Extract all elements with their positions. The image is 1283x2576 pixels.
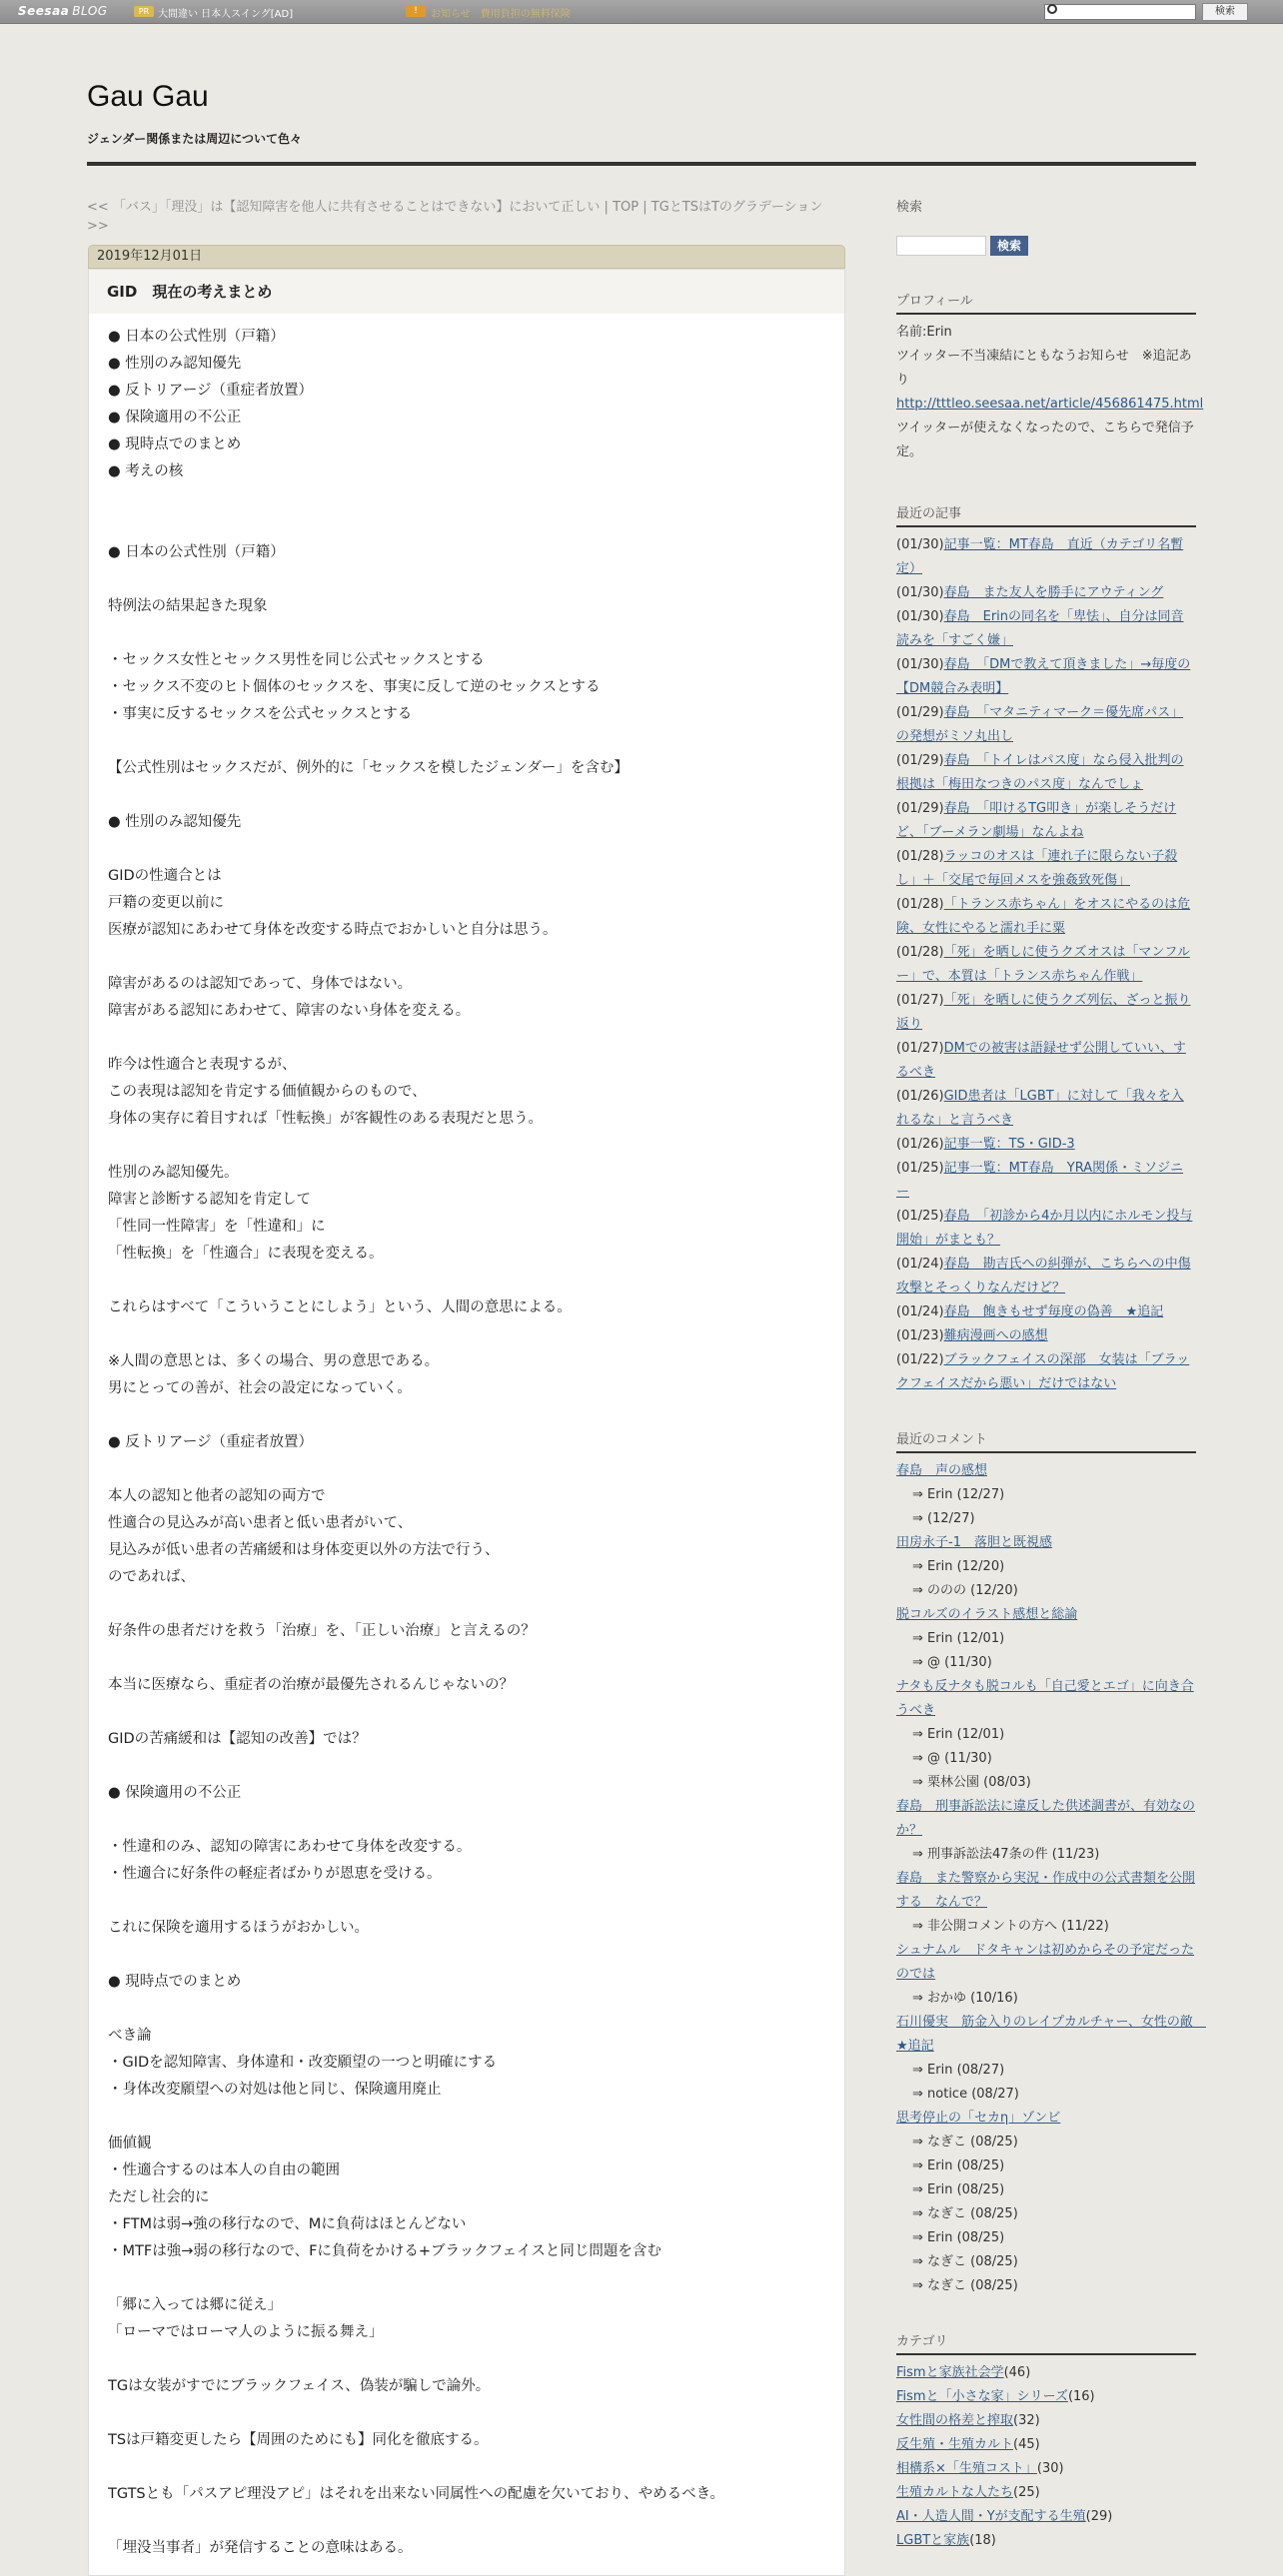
- post-line: 医療が認知にあわせて身体を改変する時点でおかしいと自分は思う。: [108, 922, 558, 938]
- post-line: 本当に医療なら、重症者の治療が最優先されるんじゃないの？: [108, 1677, 514, 1693]
- post-line: ● 保険適用の不公正: [108, 410, 242, 426]
- post-card: [88, 269, 845, 2576]
- recent-article-link[interactable]: 記事一覧：MT春島 直近（カテゴリ名暫定）: [896, 537, 1184, 576]
- recent-article-date: (01/30): [896, 609, 944, 624]
- post-line: [108, 782, 827, 809]
- post-line: [108, 485, 827, 512]
- recent-article-link[interactable]: 春島 「マタニティマーク＝優先席パス」の発想がミソ丸出し: [896, 705, 1184, 744]
- recent-article-item: [896, 1324, 1196, 1348]
- post-line: 好条件の患者だけを救う「治療」を、「正しい治療」と言えるの？: [108, 1623, 536, 1639]
- recent-article-item: [896, 1037, 1196, 1085]
- pr-badge: PR: [134, 6, 154, 17]
- comment-entry[interactable]: ⇒ @ (11/30): [912, 1655, 992, 1670]
- post-line: 「ローマではローマ人のように振る舞え」: [108, 2324, 384, 2340]
- post-line: べき論: [108, 2028, 152, 2044]
- header-divider: [87, 162, 1196, 166]
- category-item: [896, 2457, 1196, 2481]
- recent-articles-section: [896, 502, 1196, 1396]
- post-line: これらはすべて「こういうことにしよう」という、人間の意思による。: [108, 1299, 572, 1315]
- recent-article-item: [896, 893, 1196, 941]
- recent-article-date: (01/26): [896, 1137, 944, 1152]
- recent-article-link[interactable]: 春島 「初診から4か月以内にホルモン投与開始」がまとも？: [896, 1209, 1193, 1248]
- category-link[interactable]: Fismと「小さな家」シリーズ: [896, 2389, 1068, 2404]
- comment-article: [896, 1867, 1196, 1915]
- post-line: ● 現時点でのまとめ: [108, 1974, 242, 1990]
- comment-article: [896, 1795, 1196, 1843]
- recent-article-item: [896, 1348, 1196, 1396]
- comment-entry[interactable]: ⇒ おかゆ (10/16): [912, 1991, 1018, 2006]
- comment-entry[interactable]: ⇒ Erin (12/20): [912, 1559, 1005, 1574]
- post-line: ● 考えの核: [108, 463, 184, 479]
- comment-article: [896, 1675, 1196, 1723]
- site-title[interactable]: Gau Gau: [87, 80, 209, 113]
- post-line: ・性適合するのは本人の自由の範囲: [108, 2162, 340, 2178]
- post-line: [108, 1996, 827, 2023]
- comment-entry[interactable]: ⇒ なぎこ (08/25): [912, 2135, 1018, 2149]
- post-line: ※人間の意思とは、多くの場合、男の意思である。: [108, 1353, 440, 1369]
- logo-main: Seesaa: [18, 4, 70, 18]
- post-line: これに保険を適用するほうがおかしい。: [108, 1920, 369, 1936]
- top-toolbar: [0, 0, 1283, 24]
- sidebar-search-input[interactable]: [896, 236, 986, 256]
- post-line: TSは戸籍変更したら【周囲のためにも】同化を徹底する。: [108, 2432, 489, 2448]
- recent-article-link[interactable]: 春島 飽きもせず毎度の偽善 ★追記: [943, 1304, 1164, 1319]
- post-date: 2019年12月01日: [88, 245, 845, 269]
- post-line: 身体の実存に着目すれば「性転換」が客観性のある表現だと思う。: [108, 1111, 543, 1127]
- recent-article-item: [896, 533, 1196, 581]
- category-link[interactable]: 反生殖・生殖カルト: [896, 2437, 1014, 2452]
- post-line: [108, 728, 827, 755]
- recent-article-link[interactable]: 春島 「トイレはパス度」なら侵入批判の根拠は「梅田なつきのパス度」なんでしょ: [896, 753, 1184, 792]
- comment-entry[interactable]: ⇒ なぎこ (08/25): [912, 2278, 1018, 2293]
- post-line: GIDの苦痛緩和は【認知の改善】では？: [108, 1731, 367, 1747]
- recent-article-item: [896, 1205, 1196, 1253]
- recent-article-item: [896, 653, 1196, 701]
- post-line: [108, 2454, 827, 2481]
- post-line: [108, 1321, 827, 1348]
- post-line: ● 日本の公式性別（戸籍）: [108, 544, 285, 560]
- recent-article-item: [896, 941, 1196, 989]
- post-line: ・事実に反するセックスを公式セックスとする: [108, 706, 413, 722]
- comment-article: [896, 1531, 1196, 1555]
- sidebar-search: [896, 196, 1196, 253]
- category-link[interactable]: 女性間の格差と搾取: [896, 2413, 1014, 2428]
- recent-article-date: (01/28): [896, 849, 944, 864]
- post-line: 戸籍の変更以前に: [108, 895, 224, 911]
- post-line: [108, 2265, 827, 2292]
- category-item: [896, 2409, 1196, 2433]
- post-line: [108, 1268, 827, 1294]
- post-line: [108, 1753, 827, 1780]
- recent-article-item: [896, 1085, 1196, 1133]
- post-line: 「埋没当事者」が発信することの意味はある。: [108, 2540, 413, 2556]
- recent-articles-heading: 最近の記事: [896, 502, 1196, 527]
- recent-article-date: (01/26): [896, 1089, 944, 1104]
- post-line: [108, 1699, 827, 1726]
- recent-article-item: [896, 845, 1196, 893]
- recent-article-date: (01/30): [896, 537, 944, 552]
- profile-after: ツイッターが使えなくなったので、こちらで発信予定。: [896, 421, 1194, 459]
- post-line: 価値観: [108, 2136, 152, 2151]
- post-line: [108, 1591, 827, 1618]
- comment-article: [896, 2107, 1196, 2131]
- category-count: (29): [1085, 2509, 1113, 2524]
- post-line: ・身体改変願望への対処は他と同じ、保険適用廃止: [108, 2082, 442, 2098]
- comment-entry[interactable]: ⇒ @ (11/30): [912, 1751, 992, 1766]
- nav-separator: |: [639, 200, 651, 215]
- recent-article-link[interactable]: ブラックフェイスの深部 女装は「ブラックフェイスだから悪い」だけではない: [896, 1352, 1190, 1391]
- nav-separator: |: [600, 200, 614, 215]
- comment-entry[interactable]: ⇒ 刑事訴訟法47条の件 (11/23): [912, 1847, 1100, 1862]
- recent-article-link[interactable]: 春島 Erinの同名を「卑怯」、自分は同音読みを「すごく嫌」: [896, 609, 1184, 648]
- post-line: [108, 2508, 827, 2535]
- post-line: ・セックス不変のヒト個体のセックスを、事実に反して逆のセックスとする: [108, 679, 601, 695]
- category-link[interactable]: 生殖カルトな人たち: [896, 2485, 1014, 2500]
- category-item: [896, 2529, 1196, 2553]
- top-search-button[interactable]: 検索: [1202, 3, 1248, 21]
- category-item: [896, 2505, 1196, 2529]
- comment-article-link[interactable]: 田房永子-1 落胆と既視感: [896, 1535, 1052, 1550]
- recent-article-date: (01/22): [896, 1352, 944, 1367]
- recent-article-item: [896, 749, 1196, 797]
- recent-article-link[interactable]: GID患者は「LGBT」に対して「我々を入れるな」と言うべき: [896, 1089, 1184, 1128]
- category-item: [896, 2481, 1196, 2505]
- comment-article-link[interactable]: シュナムル ドタキャンは初めからその予定だったのでは: [896, 1943, 1195, 1982]
- top-search-input[interactable]: [1044, 4, 1196, 20]
- post-line: [108, 566, 827, 593]
- category-link[interactable]: LGBTと家族: [896, 2533, 970, 2548]
- sidebar: [896, 196, 1206, 2553]
- comment-article: [896, 1603, 1196, 1627]
- recent-article-date: (01/24): [896, 1304, 944, 1319]
- recent-article-link[interactable]: 「トランス赤ちゃん」をオスにやるのは危険、女性にやると濡れ手に粟: [896, 897, 1191, 936]
- recent-article-link[interactable]: 「死」を晒しに使うクズオスは「マンフルー」で、本質は「トランス赤ちゃん作戦」: [896, 945, 1190, 984]
- profile-name: 名前:Erin: [896, 325, 952, 340]
- comment-article: [896, 2011, 1206, 2059]
- post-line: 性別のみ認知優先。: [108, 1165, 239, 1181]
- recent-article-date: (01/24): [896, 1257, 944, 1272]
- category-count: (16): [1067, 2389, 1095, 2404]
- post-line: [108, 1942, 827, 1969]
- seesaa-blog-logo[interactable]: [18, 4, 108, 18]
- comment-entry[interactable]: ⇒ ののの (12/20): [912, 1583, 1018, 1598]
- profile-link[interactable]: http://tttleo.seesaa.net/article/456861475.html: [896, 397, 1204, 412]
- recent-article-link[interactable]: 「死」を晒しに使うクズ列伝、ざっと振り返り: [896, 993, 1191, 1032]
- recent-article-item: [896, 1253, 1196, 1300]
- post-line: ・FTMは弱→強の移行なので、Mに負荷はほとんどない: [108, 2216, 467, 2232]
- recent-comments-heading: 最近のコメント: [896, 1428, 1196, 1453]
- post-line: GIDの性適合とは: [108, 868, 222, 884]
- categories-heading: カテゴリ: [896, 2330, 1196, 2355]
- post-line: [108, 2104, 827, 2131]
- comment-article-link[interactable]: 春島 また警察から実況・作成中の公式書類を公開する なんで？: [896, 1871, 1196, 1910]
- post-line: TGTSとも「パスアピ理没アピ」はそれを出来ない同属性への配慮を欠いており、やめるべき。: [108, 2486, 725, 2502]
- category-item: [896, 2385, 1196, 2409]
- post-line: [108, 2400, 827, 2427]
- post-line: [108, 836, 827, 863]
- post-line: 特例法の結果起きた現象: [108, 598, 268, 614]
- comment-article: [896, 1459, 1196, 1483]
- post-line: ● 現時点でのまとめ: [108, 436, 242, 452]
- comment-article-link[interactable]: ナタも反ナタも脱コルも「自己愛とエゴ」に向き合うべき: [896, 1679, 1194, 1718]
- recent-article-date: (01/30): [896, 585, 944, 600]
- post-line: ● 保険適用の不公正: [108, 1785, 242, 1801]
- post-line: ● 反トリアージ（重症者放置）: [108, 1434, 314, 1450]
- post-line: 性適合の見込みが高い患者と低い患者がいて、: [108, 1515, 413, 1531]
- sidebar-search-button[interactable]: 検索: [990, 236, 1028, 256]
- comment-entry[interactable]: ⇒ なぎこ (08/25): [912, 2254, 1018, 2269]
- comment-article-link[interactable]: 思考停止の「セカη」ゾンビ: [896, 2111, 1061, 2126]
- ad-link[interactable]: 大間違い 日本人スイング[AD]: [158, 9, 294, 20]
- comment-entry[interactable]: ⇒ Erin (08/25): [912, 2158, 1005, 2173]
- category-item: [896, 2433, 1196, 2457]
- category-link[interactable]: 相構系×「生殖コスト」: [896, 2461, 1037, 2476]
- logo-blog: BLOG: [72, 4, 108, 18]
- post-line: ● 日本の公式性別（戸籍）: [108, 329, 285, 345]
- post-line: ・セックス女性とセックス男性を同じ公式セックスとする: [108, 652, 485, 668]
- post-line: ● 反トリアージ（重症者放置）: [108, 383, 314, 399]
- comment-entry[interactable]: ⇒ Erin (08/25): [912, 2230, 1005, 2245]
- post-line: [108, 1645, 827, 1672]
- recent-article-link[interactable]: ラッコのオスは「連れ子に限らない子殺し」＋「交尾で毎回メスを強姦致死傷」: [896, 849, 1178, 888]
- category-count: (45): [1013, 2437, 1040, 2452]
- comment-entry[interactable]: ⇒ Erin (12/27): [912, 1487, 1005, 1502]
- post-line: 「性転換」を「性適合」に表現を変える。: [108, 1246, 384, 1262]
- recent-article-item: [896, 605, 1196, 653]
- post-navigation: [87, 198, 846, 236]
- category-count: (18): [969, 2533, 996, 2548]
- post-line: ・GIDを認知障害、身体違和・改変願望の一つと明確にする: [108, 2055, 498, 2071]
- post-line: 【公式性別はセックスだが、例外的に「セックスを模したジェンダー」を含む】: [108, 760, 629, 776]
- recent-article-link[interactable]: 春島 「DMで教えて頂きました」→毎度の【DM競合み表明】: [896, 657, 1191, 696]
- recent-article-link[interactable]: 春島 また友人を勝手にアウティング: [943, 585, 1164, 600]
- next-post-link[interactable]: TGとTSはTのグラデーション >>: [87, 200, 823, 234]
- notice-link[interactable]: お知らせ 費用負担の無料保険: [431, 9, 571, 20]
- post-body: [108, 324, 827, 2562]
- comment-entry[interactable]: ⇒ (12/27): [912, 1511, 975, 1526]
- post-line: この表現は認知を肯定する価値観からのもので、: [108, 1084, 427, 1100]
- profile-heading: プロフィール: [896, 290, 1196, 315]
- post-line: 障害があるのは認知であって、身体ではない。: [108, 976, 413, 992]
- recent-article-date: (01/28): [896, 945, 944, 960]
- recent-article-item: [896, 1133, 1196, 1157]
- profile-section: [896, 290, 1204, 464]
- recent-article-link[interactable]: 記事一覧：MT春島 YRA関係・ミソジニー: [896, 1161, 1184, 1200]
- recent-article-link[interactable]: 春島 勘吉氏への糾弾が、こちらへの中傷攻撃とそっくりなんだけど？: [896, 1257, 1191, 1295]
- profile-note: ツイッター不当凍結にともなうお知らせ ※追記あり: [896, 349, 1192, 388]
- recent-articles-list: [896, 533, 1196, 1396]
- post-line: [108, 1888, 827, 1915]
- recent-article-date: (01/23): [896, 1328, 944, 1343]
- comment-article-link[interactable]: 春島 刑事訴訟法に違反した供述調書が、有効なのか？: [896, 1799, 1196, 1838]
- post-line: [108, 944, 827, 971]
- post-line: ・MTFは強→弱の移行なので、Fに負荷をかける+ブラックフェイスと同じ問題を含む: [108, 2243, 661, 2259]
- recent-article-item: [896, 989, 1196, 1037]
- recent-article-date: (01/28): [896, 897, 944, 912]
- category-count: (32): [1013, 2413, 1040, 2428]
- category-link[interactable]: AI・人造人間・Yが支配する生殖: [896, 2509, 1086, 2524]
- comment-entry[interactable]: ⇒ Erin (12/01): [912, 1727, 1005, 1742]
- recent-article-date: (01/29): [896, 753, 944, 768]
- recent-article-link[interactable]: DMでの被害は語録せず公開していい、するべき: [896, 1041, 1186, 1080]
- recent-article-date: (01/27): [896, 993, 944, 1008]
- post-line: TGは女装がすでにブラックフェイス、偽装が騙しで論外。: [108, 2378, 491, 2394]
- comment-entry[interactable]: ⇒ notice (08/27): [912, 2087, 1019, 2102]
- post-line: [108, 1133, 827, 1160]
- post-line: のであれば、: [108, 1569, 195, 1585]
- post-line: ● 性別のみ認知優先: [108, 814, 242, 830]
- post-line: 障害と診断する認知を肯定して: [108, 1192, 311, 1208]
- category-count: (46): [1003, 2365, 1031, 2380]
- post-line: [108, 1025, 827, 1052]
- notice-icon: !: [406, 6, 426, 17]
- comment-entry[interactable]: ⇒ Erin (08/25): [912, 2182, 1005, 2197]
- comment-article-link[interactable]: 石川優実 筋金入りのレイプカルチャー、女性の敵 ★追記: [896, 2015, 1206, 2054]
- search-icon: [1047, 4, 1057, 14]
- recent-article-item: [896, 797, 1196, 845]
- comment-entry[interactable]: ⇒ 非公開コメントの方へ (11/22): [912, 1919, 1109, 1934]
- category-count: (25): [1013, 2485, 1040, 2500]
- recent-article-date: (01/29): [896, 801, 944, 816]
- post-line: 見込みが低い患者の苦痛緩和は身体変更以外の方法で行う、: [108, 1542, 500, 1558]
- category-count: (30): [1036, 2461, 1064, 2476]
- post-line: ● 性別のみ認知優先: [108, 356, 242, 372]
- recent-article-date: (01/27): [896, 1041, 944, 1056]
- search-heading: 検索: [896, 200, 923, 215]
- top-link[interactable]: TOP: [613, 200, 640, 215]
- post-line: 男にとっての善が、社会の設定になっていく。: [108, 1380, 412, 1396]
- categories-section: [896, 2330, 1196, 2553]
- post-line: 「性同一性障害」を「性違和」に: [108, 1219, 326, 1235]
- comment-article: [896, 1939, 1196, 1987]
- comment-entry[interactable]: ⇒ Erin (08/27): [912, 2063, 1005, 2078]
- post-line: [108, 512, 827, 539]
- recent-article-date: (01/30): [896, 657, 944, 672]
- category-item: [896, 2361, 1196, 2385]
- post-line: ・性違和のみ、認知の障害にあわせて身体を改変する。: [108, 1839, 472, 1855]
- category-link[interactable]: Fismと家族社会学: [896, 2365, 1004, 2380]
- recent-article-item: [896, 1157, 1196, 1205]
- recent-article-item: [896, 581, 1196, 605]
- recent-article-link[interactable]: 春島 「叩けるTG叩き」が楽しそうだけど、「ブーメラン劇場」なんよね: [896, 801, 1177, 840]
- comment-entry[interactable]: ⇒ Erin (12/01): [912, 1631, 1005, 1646]
- comment-article-link[interactable]: 脱コルズのイラスト感想と総論: [896, 1607, 1078, 1622]
- recent-article-date: (01/25): [896, 1209, 944, 1224]
- post-line: 本人の認知と他者の認知の両方で: [108, 1488, 326, 1504]
- recent-comments-list: [896, 1459, 1206, 2298]
- comment-entry[interactable]: ⇒ なぎこ (08/25): [912, 2206, 1018, 2221]
- post-line: [108, 620, 827, 647]
- post-line: 障害がある認知にあわせて、障害のない身体を変える。: [108, 1003, 471, 1019]
- recent-article-item: [896, 1300, 1196, 1324]
- post-line: 昨今は性適合と表現するが、: [108, 1057, 297, 1073]
- recent-article-link[interactable]: 記事一覧：TS・GID-3: [943, 1137, 1075, 1152]
- post-line: [108, 2346, 827, 2373]
- site-description: ジェンダー関係または周辺について色々: [87, 132, 303, 146]
- comment-article-link[interactable]: 春島 声の感想: [896, 1463, 988, 1478]
- recent-article-date: (01/25): [896, 1161, 944, 1176]
- comment-entry[interactable]: ⇒ 栗林公園 (08/03): [912, 1775, 1031, 1790]
- recent-article-link[interactable]: 難病漫画への感想: [943, 1328, 1048, 1343]
- post-line: ・性適合に好条件の軽症者ばかりが恩恵を受ける。: [108, 1866, 442, 1882]
- post-title: GID 現在の考えまとめ: [89, 270, 844, 314]
- post-line: [108, 1807, 827, 1834]
- post-line: [108, 1456, 827, 1483]
- post-line: 「郷に入っては郷に従え」: [108, 2297, 282, 2313]
- post-line: [108, 1402, 827, 1429]
- categories-list: [896, 2361, 1196, 2553]
- prev-post-link[interactable]: << 「バス」「理没」は【認知障害を他人に共有させることはできない】において正しい: [87, 200, 601, 215]
- recent-comments-section: [896, 1428, 1206, 2298]
- post-line: ただし社会的に: [108, 2189, 210, 2205]
- recent-article-date: (01/29): [896, 705, 944, 720]
- recent-article-item: [896, 701, 1196, 749]
